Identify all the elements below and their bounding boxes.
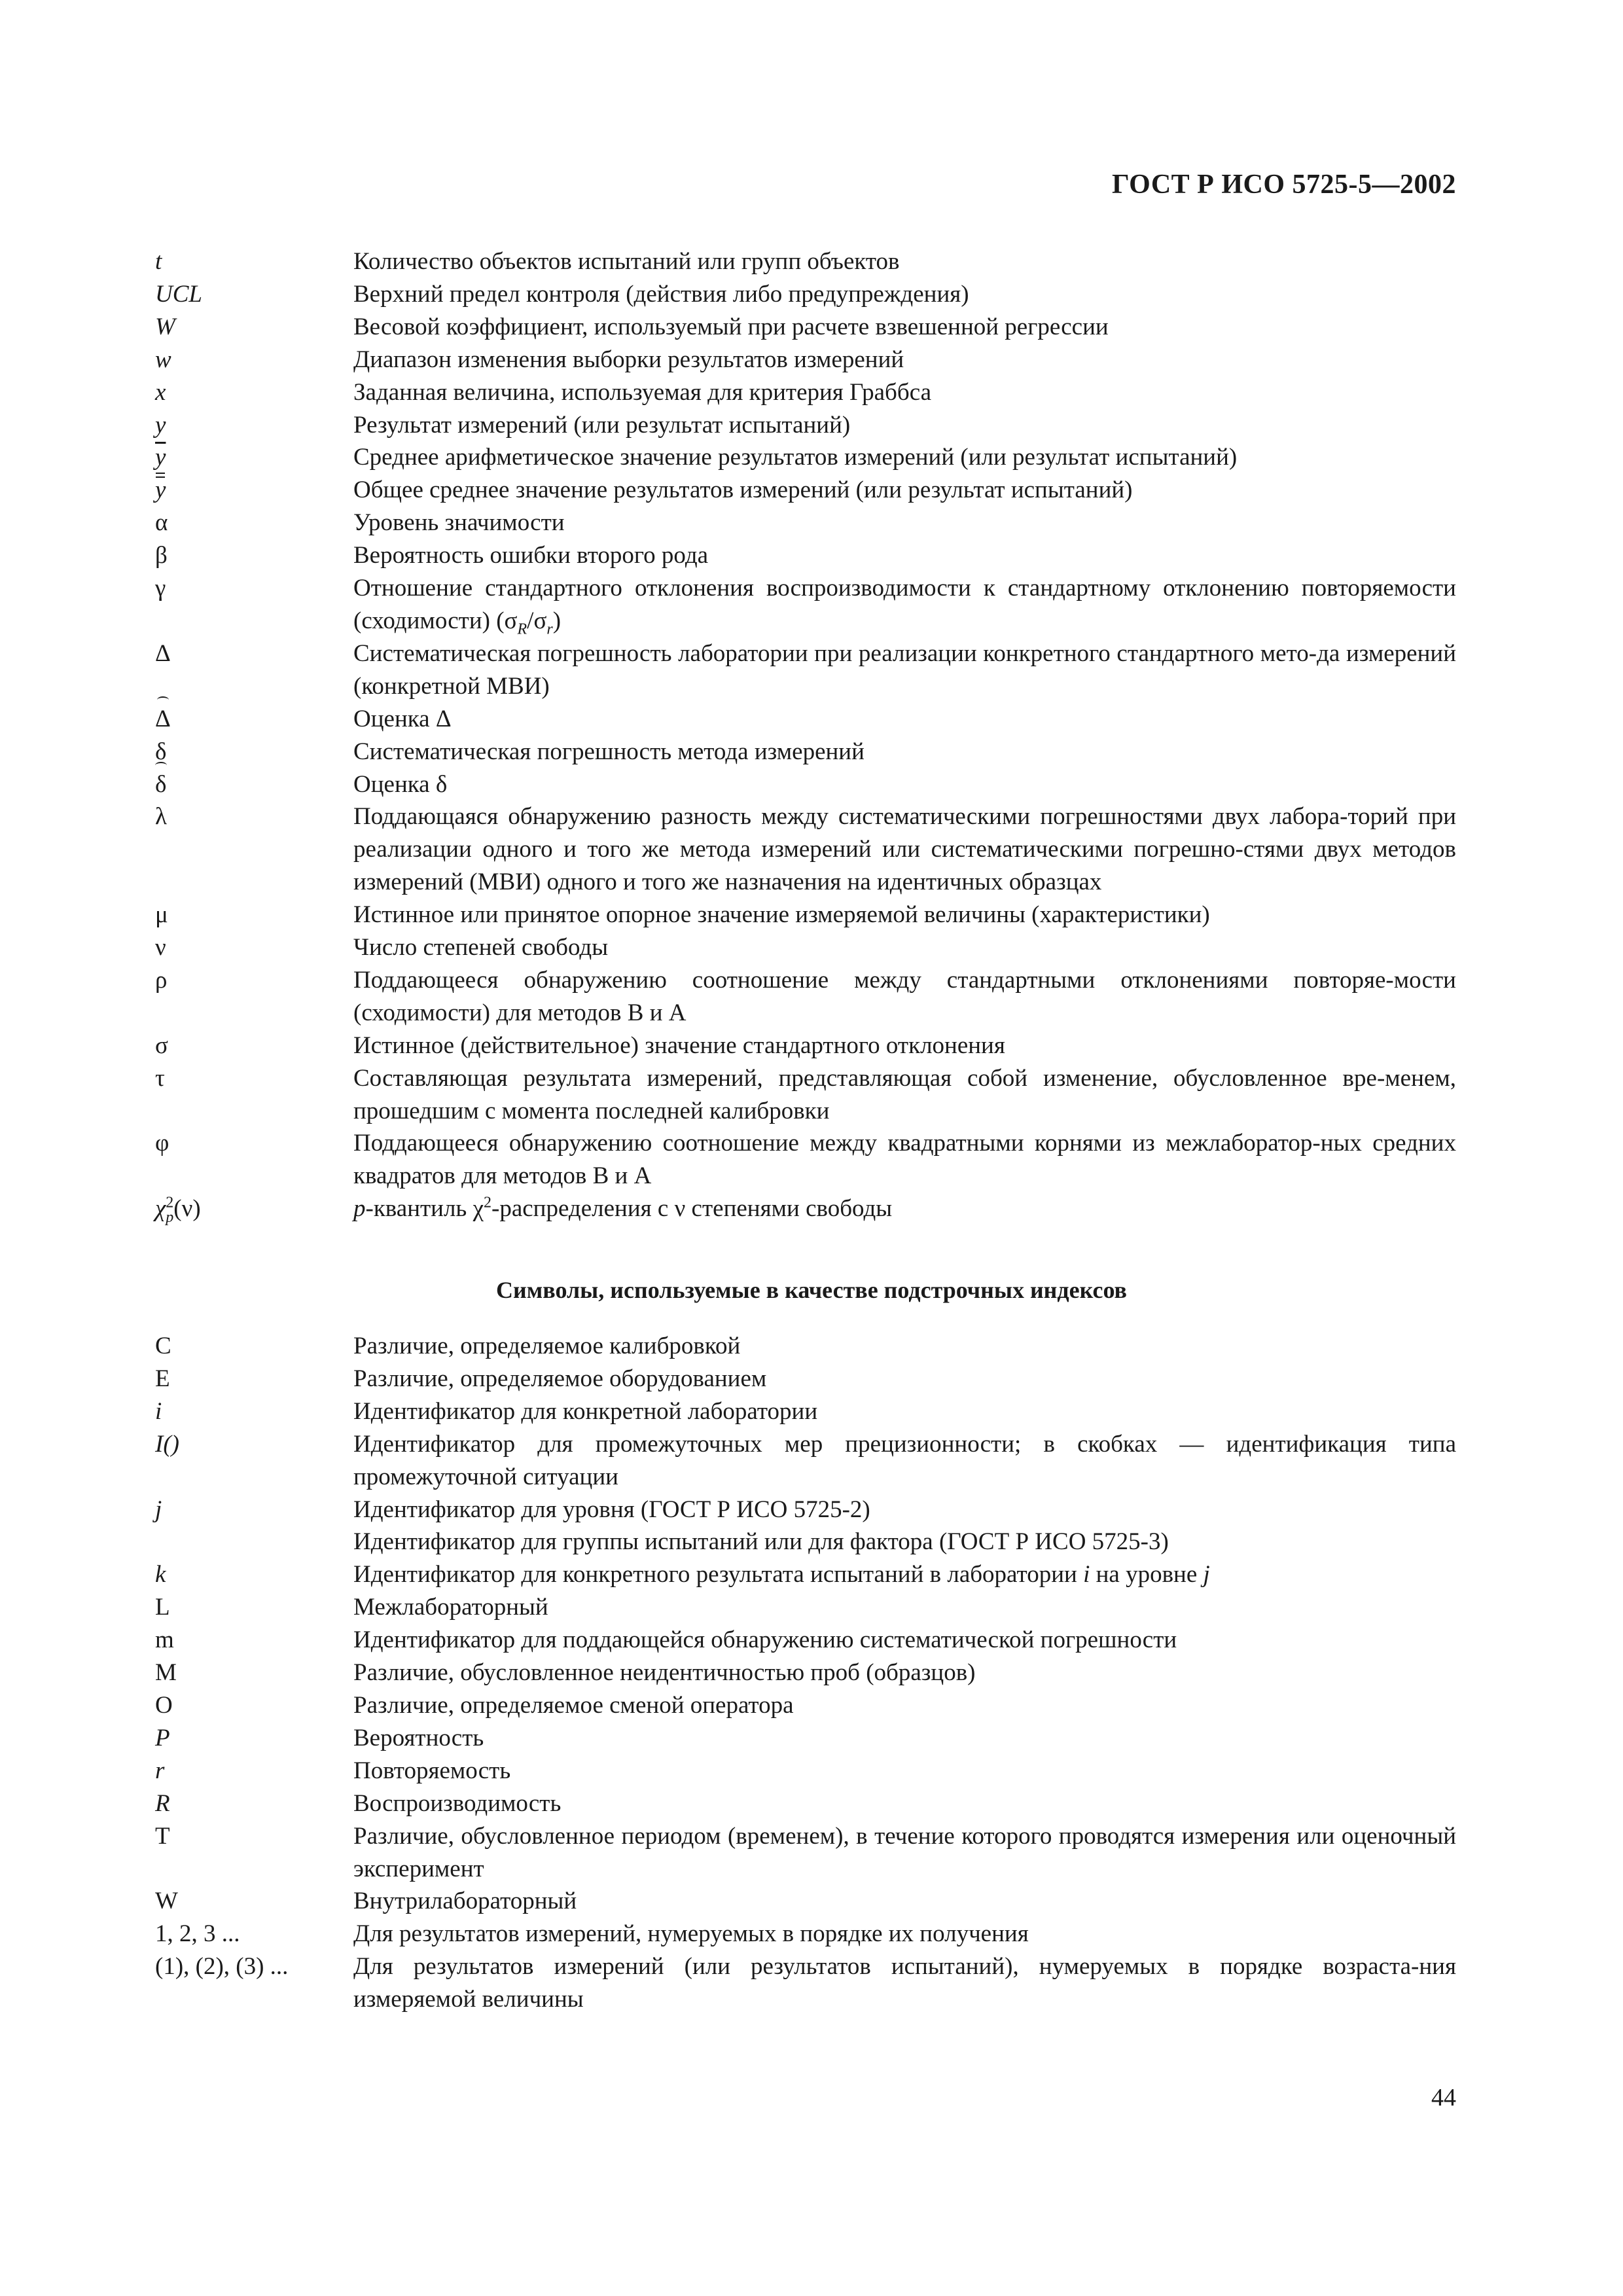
- subscript-symbol: E: [155, 1365, 170, 1392]
- symbol: Δ: [155, 639, 171, 667]
- symbol: τ: [155, 1064, 165, 1092]
- definition: Вероятность ошибки второго рода: [353, 542, 709, 569]
- subscript-symbol: r: [155, 1757, 165, 1784]
- hat-symbol: δ: [155, 768, 166, 801]
- symbol: w: [155, 346, 171, 373]
- subscript-symbol: j: [155, 1496, 162, 1523]
- list-item: [155, 1330, 1456, 1363]
- symbols-list: [155, 245, 1456, 1225]
- list-item: [155, 1657, 1456, 1689]
- list-item: [155, 344, 1456, 376]
- subscript-symbol: M: [155, 1659, 177, 1687]
- definition: Истинное (действительное) значение стандартного отклонения: [353, 1031, 1005, 1059]
- list-item: [155, 539, 1456, 572]
- list-item: [155, 1395, 1456, 1428]
- definition: Систематическая погрешность метода измерений: [353, 738, 865, 765]
- list-item: [155, 1820, 1456, 1886]
- list-item: [155, 376, 1456, 409]
- definition: Заданная величина, используемая для критерия Граббса: [353, 378, 931, 406]
- definition: Идентификатор для группы испытаний или для фактора (ГОСТ Р ИСО 5725-3): [353, 1528, 1169, 1556]
- list-item: [155, 768, 1456, 801]
- subscript-symbol: L: [155, 1594, 170, 1621]
- definition: Идентификатор для промежуточных мер прецизионности; в скобках — идентификация типа промежуточной ситуации: [353, 1430, 1456, 1490]
- document-header: ГОСТ Р ИСО 5725-5—2002: [1111, 170, 1456, 200]
- definition: Различие, обусловленное периодом (временем), в течение которого проводятся измерения или оценочный эксперимент: [353, 1822, 1456, 1882]
- list-item: [155, 1787, 1456, 1820]
- list-item: [155, 1526, 1456, 1558]
- list-item: [155, 1428, 1456, 1494]
- symbol: ρ: [155, 966, 168, 994]
- definition: Вероятность: [353, 1724, 484, 1751]
- definition: Воспроизводимость: [353, 1789, 562, 1817]
- definition: Для результатов измерений (или результатов испытаний), нумеруемых в порядке возраста-ния измеряемой величины: [353, 1953, 1456, 2013]
- subscript-symbol: i: [155, 1397, 162, 1425]
- subscript-symbol: W: [155, 1888, 178, 1915]
- definition: Уровень значимости: [353, 509, 565, 537]
- definition: Идентификатор для поддающейся обнаружению систематической погрешности: [353, 1626, 1177, 1654]
- list-item: [155, 1363, 1456, 1395]
- definition: p-квантиль $\chi^2$-распределения с ν степенями свободы: [353, 1194, 893, 1223]
- list-item: [155, 800, 1456, 899]
- definition: Различие, обусловленное неидентичностью проб (образцов): [353, 1659, 976, 1687]
- symbol: W: [155, 313, 175, 340]
- list-item: [155, 245, 1456, 278]
- subscript-symbol: T: [155, 1822, 170, 1850]
- definition: Различие, определяемое калибровкой: [353, 1333, 741, 1359]
- symbol: UCL: [155, 280, 202, 308]
- section-title: Символы, используемые в качестве подстрочных индексов: [495, 1277, 1127, 1303]
- symbol-letter: y: [155, 476, 166, 504]
- definition: Составляющая результата измерений, представляющая собой изменение, обусловленное вре-менем, прошедшим с момента последней калибровки: [353, 1064, 1456, 1124]
- subscript-symbol: [155, 1526, 353, 1558]
- list-item: [155, 409, 1456, 442]
- definition: Среднее арифметическое значение результатов измерений (или результат испытаний): [353, 444, 1238, 471]
- symbol: y: [155, 411, 166, 439]
- definition: Идентификатор для уровня (ГОСТ Р ИСО 5725-2): [353, 1496, 870, 1523]
- list-item: [155, 637, 1456, 703]
- list-item: [155, 278, 1456, 311]
- symbol: ν: [155, 934, 166, 961]
- definition: Для результатов измерений, нумеруемых в порядке их получения: [353, 1920, 1029, 1948]
- subscript-symbol: k: [155, 1561, 166, 1588]
- list-item: [155, 1722, 1456, 1755]
- definition: Межлабораторный: [353, 1594, 548, 1621]
- subscript-symbol: m: [155, 1626, 174, 1654]
- list-item: [155, 703, 1456, 736]
- list-item: [155, 1950, 1456, 2016]
- symbol: δ: [155, 738, 167, 765]
- symbol: σ: [155, 1031, 168, 1059]
- symbol: x: [155, 378, 166, 406]
- definition: Различие, определяемое оборудованием: [353, 1365, 767, 1392]
- definition: Весовой коэффициент, используемый при расчете взвешенной регрессии: [353, 313, 1109, 340]
- subscripts-list: [155, 1330, 1456, 2016]
- list-item: [155, 1127, 1456, 1193]
- list-item: [155, 1062, 1456, 1128]
- symbol: α: [155, 509, 168, 537]
- definition: Истинное или принятое опорное значение измеряемой величины (характеристики): [353, 901, 1210, 929]
- definition: Количество объектов испытаний или групп объектов: [353, 248, 900, 275]
- symbol-estimate: [155, 768, 353, 801]
- list-item: [155, 311, 1456, 344]
- list-item: [155, 1689, 1456, 1722]
- subscript-symbol: P: [155, 1724, 170, 1751]
- symbol: γ: [155, 575, 166, 602]
- symbol-chi-square: $\chi^2_p(\nu)$: [155, 1194, 201, 1226]
- list-item: [155, 899, 1456, 931]
- definition: Оценка δ: [353, 770, 448, 798]
- definition: Оценка Δ: [353, 705, 452, 732]
- list-item: [155, 964, 1456, 1030]
- list-item: [155, 1624, 1456, 1657]
- definition: Общее среднее значение результатов измерений (или результат испытаний): [353, 476, 1133, 504]
- definition: Число степеней свободы: [353, 934, 609, 961]
- definition: Диапазон изменения выборки результатов измерений: [353, 346, 904, 373]
- list-item: [155, 1030, 1456, 1062]
- list-item: [155, 1193, 1456, 1225]
- definition: Идентификатор для конкретной лаборатории: [353, 1397, 818, 1425]
- list-item: [155, 572, 1456, 637]
- subscript-symbol: I(): [155, 1430, 179, 1458]
- subscript-symbol: O: [155, 1691, 173, 1719]
- list-item: [155, 1918, 1456, 1950]
- definition: Систематическая погрешность лаборатории при реализации конкретного стандартного мето-да измерений (конкретной МВИ): [353, 639, 1456, 700]
- formula: $(\sigma_R/\sigma_r)$: [496, 607, 562, 638]
- list-item: [155, 441, 1456, 474]
- list-item: [155, 1591, 1456, 1624]
- definition: Внутрилабораторный: [353, 1888, 577, 1915]
- symbol: μ: [155, 901, 168, 929]
- definition-text: Отношение стандартного отклонения воспроизводимости к стандартному отклонению повторяемости (сходимости): [353, 575, 1456, 634]
- symbol-estimate: [155, 703, 353, 736]
- definition: [353, 572, 1456, 637]
- symbol-mean: [155, 441, 353, 474]
- symbol-grand-mean: [155, 474, 353, 507]
- subscript-symbol: 1, 2, 3 ...: [155, 1920, 240, 1948]
- definition: Идентификатор для конкретного результата испытаний в лаборатории i на уровне j: [353, 1561, 1210, 1588]
- list-item: [155, 1558, 1456, 1591]
- list-item: [155, 1755, 1456, 1787]
- list-item: [155, 1885, 1456, 1918]
- hat-symbol: Δ: [155, 703, 171, 736]
- definition: Верхний предел контроля (действия либо предупреждения): [353, 280, 969, 308]
- symbol: φ: [155, 1130, 169, 1157]
- list-item: [155, 931, 1456, 964]
- symbol: λ: [155, 803, 167, 831]
- symbol: β: [155, 542, 168, 569]
- list-item: [155, 1494, 1456, 1526]
- list-item: [155, 474, 1456, 507]
- definition: Поддающееся обнаружению соотношение между квадратными корнями из межлаборатор-ных средних квадратов для методов В и А: [353, 1130, 1456, 1190]
- overlined-symbol: $\overline{y}$: [155, 444, 166, 471]
- definition: Различие, определяемое сменой оператора: [353, 1691, 794, 1719]
- subscript-symbol: (1), (2), (3) ...: [155, 1953, 289, 1981]
- definition: Поддающаяся обнаружению разность между систематическими погрешностями двух лабора-торий при реализации одного и того же метода измерений или систематическими погрешно-стями двух методов измерений (МВИ) одного и того же назначения на идентичных образцах: [353, 803, 1456, 896]
- page-number: 44: [1431, 2084, 1456, 2111]
- list-item: [155, 736, 1456, 768]
- symbol: t: [155, 248, 162, 275]
- subscript-symbol: R: [155, 1789, 170, 1817]
- definition: Повторяемость: [353, 1757, 511, 1784]
- definition: Результат измерений (или результат испытаний): [353, 411, 851, 439]
- definition: Поддающееся обнаружению соотношение между стандартными отклонениями повторяе-мости (сходимости) для методов В и А: [353, 966, 1456, 1026]
- double-overlined-symbol: [155, 474, 166, 507]
- list-item: [155, 507, 1456, 539]
- subscript-symbol: C: [155, 1333, 171, 1359]
